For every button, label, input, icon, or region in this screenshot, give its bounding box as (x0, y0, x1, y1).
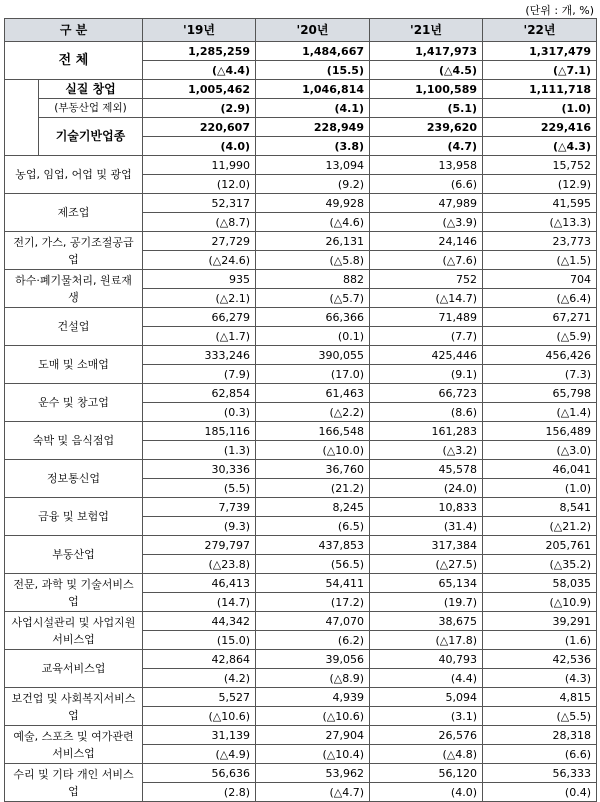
tech-rate: (4.7) (370, 137, 483, 156)
industry-value: 279,797 (143, 536, 256, 555)
industry-rate: (2.8) (143, 783, 256, 802)
industry-label: 제조업 (5, 194, 143, 232)
header-year: '20년 (256, 19, 370, 42)
industry-value: 333,246 (143, 346, 256, 365)
industry-value: 10,833 (370, 498, 483, 517)
industry-rate: (△3.0) (483, 441, 597, 460)
industry-label: 전문, 과학 및 기술서비스업 (5, 574, 143, 612)
industry-value: 23,773 (483, 232, 597, 251)
industry-value: 26,131 (256, 232, 370, 251)
actual-rate: (5.1) (370, 99, 483, 118)
industry-label: 건설업 (5, 308, 143, 346)
industry-value: 7,739 (143, 498, 256, 517)
actual-rate: (4.1) (256, 99, 370, 118)
industry-rate: (9.3) (143, 517, 256, 536)
actual-value: 1,046,814 (256, 80, 370, 99)
industry-row (5, 384, 597, 403)
industry-rate: (△4.7) (256, 783, 370, 802)
industry-rate: (9.1) (370, 365, 483, 384)
industry-label: 수리 및 기타 개인 서비스업 (5, 764, 143, 802)
actual-rate: (2.9) (143, 99, 256, 118)
industry-rate: (3.1) (370, 707, 483, 726)
industry-value: 205,761 (483, 536, 597, 555)
industry-value: 24,146 (370, 232, 483, 251)
actual-value: 1,005,462 (143, 80, 256, 99)
industry-label: 도매 및 소매업 (5, 346, 143, 384)
industry-rate: (△10.4) (256, 745, 370, 764)
industry-value: 935 (143, 270, 256, 289)
industry-rate: (△14.7) (370, 289, 483, 308)
industry-label: 숙박 및 음식점업 (5, 422, 143, 460)
industry-value: 8,245 (256, 498, 370, 517)
industry-rate: (12.9) (483, 175, 597, 194)
industry-value: 38,675 (370, 612, 483, 631)
tech-rate: (△4.3) (483, 137, 597, 156)
industry-rate: (21.2) (256, 479, 370, 498)
total-rate: (△7.1) (483, 61, 597, 80)
industry-value: 161,283 (370, 422, 483, 441)
industry-rate: (△5.9) (483, 327, 597, 346)
tech-value: 239,620 (370, 118, 483, 137)
industry-value: 437,853 (256, 536, 370, 555)
industry-row (5, 460, 597, 479)
industry-value: 56,333 (483, 764, 597, 783)
industry-value: 28,318 (483, 726, 597, 745)
industry-rate: (9.2) (256, 175, 370, 194)
industry-value: 39,056 (256, 650, 370, 669)
industry-rate: (1.6) (483, 631, 597, 650)
industry-row (5, 308, 597, 327)
actual-label: 실질 창업 (39, 80, 143, 99)
industry-value: 752 (370, 270, 483, 289)
industry-value: 47,989 (370, 194, 483, 213)
industry-value: 66,366 (256, 308, 370, 327)
industry-rate: (△1.7) (143, 327, 256, 346)
industry-row (5, 232, 597, 251)
industry-value: 46,413 (143, 574, 256, 593)
industry-row (5, 574, 597, 593)
industry-rate: (△4.9) (143, 745, 256, 764)
industry-rate: (△13.3) (483, 213, 597, 232)
industry-value: 61,463 (256, 384, 370, 403)
industry-value: 42,536 (483, 650, 597, 669)
industry-rate: (56.5) (256, 555, 370, 574)
industry-rate: (△4.6) (256, 213, 370, 232)
industry-label: 전기, 가스, 공기조절공급업 (5, 232, 143, 270)
tech-rate: (4.0) (143, 137, 256, 156)
industry-value: 390,055 (256, 346, 370, 365)
industry-value: 65,798 (483, 384, 597, 403)
industry-rate: (△3.2) (370, 441, 483, 460)
industry-value: 15,752 (483, 156, 597, 175)
industry-rate: (△21.2) (483, 517, 597, 536)
industry-value: 425,446 (370, 346, 483, 365)
industry-rate: (△24.6) (143, 251, 256, 270)
industry-rate: (1.0) (483, 479, 597, 498)
industry-row (5, 688, 597, 707)
industry-row (5, 270, 597, 289)
industry-value: 40,793 (370, 650, 483, 669)
industry-value: 30,336 (143, 460, 256, 479)
actual-sub-label: (부동산업 제외) (39, 99, 143, 118)
industry-rate: (△8.9) (256, 669, 370, 688)
industry-rate: (0.3) (143, 403, 256, 422)
industry-rate: (△10.6) (256, 707, 370, 726)
industry-label: 교육서비스업 (5, 650, 143, 688)
industry-rate: (17.2) (256, 593, 370, 612)
industry-rate: (△8.7) (143, 213, 256, 232)
industry-value: 8,541 (483, 498, 597, 517)
total-rate: (△4.5) (370, 61, 483, 80)
industry-value: 71,489 (370, 308, 483, 327)
header-row (5, 19, 597, 42)
industry-label: 하수·폐기물처리, 원료재생 (5, 270, 143, 308)
industry-value: 53,962 (256, 764, 370, 783)
industry-rate: (4.0) (370, 783, 483, 802)
industry-row (5, 536, 597, 555)
industry-label: 금융 및 보험업 (5, 498, 143, 536)
header-year: '21년 (370, 19, 483, 42)
header-category: 구 분 (5, 19, 143, 42)
industry-rate: (△1.5) (483, 251, 597, 270)
industry-value: 13,094 (256, 156, 370, 175)
industry-value: 39,291 (483, 612, 597, 631)
industry-label: 사업시설관리 및 사업지원서비스업 (5, 612, 143, 650)
industry-value: 67,271 (483, 308, 597, 327)
total-value: 1,417,973 (370, 42, 483, 61)
industry-rate: (4.3) (483, 669, 597, 688)
industry-value: 156,489 (483, 422, 597, 441)
industry-rate: (6.6) (483, 745, 597, 764)
industry-value: 185,116 (143, 422, 256, 441)
industry-label: 예술, 스포츠 및 여가관련서비스업 (5, 726, 143, 764)
header-year: '22년 (483, 19, 597, 42)
industry-rate: (△6.4) (483, 289, 597, 308)
industry-rate: (7.3) (483, 365, 597, 384)
industry-label: 부동산업 (5, 536, 143, 574)
total-label: 전 체 (5, 42, 143, 80)
industry-value: 45,578 (370, 460, 483, 479)
industry-rate: (6.2) (256, 631, 370, 650)
industry-row (5, 156, 597, 175)
industry-rate: (△2.1) (143, 289, 256, 308)
industry-row (5, 422, 597, 441)
total-value: 1,285,259 (143, 42, 256, 61)
industry-value: 62,854 (143, 384, 256, 403)
industry-value: 54,411 (256, 574, 370, 593)
industry-rate: (△5.5) (483, 707, 597, 726)
industry-rate: (△5.7) (256, 289, 370, 308)
industry-value: 44,342 (143, 612, 256, 631)
industry-value: 317,384 (370, 536, 483, 555)
industry-value: 704 (483, 270, 597, 289)
total-rate: (15.5) (256, 61, 370, 80)
industry-value: 47,070 (256, 612, 370, 631)
total-value: 1,317,479 (483, 42, 597, 61)
industry-value: 65,134 (370, 574, 483, 593)
industry-rate: (17.0) (256, 365, 370, 384)
industry-value: 52,317 (143, 194, 256, 213)
industry-rate: (△7.6) (370, 251, 483, 270)
startup-statistics-table (4, 18, 597, 802)
industry-value: 13,958 (370, 156, 483, 175)
tech-rate: (3.8) (256, 137, 370, 156)
industry-value: 4,939 (256, 688, 370, 707)
industry-value: 56,120 (370, 764, 483, 783)
actual-rate: (1.0) (483, 99, 597, 118)
tech-row (5, 118, 597, 137)
industry-value: 66,723 (370, 384, 483, 403)
industry-rate: (12.0) (143, 175, 256, 194)
industry-rate: (△23.8) (143, 555, 256, 574)
industry-row (5, 194, 597, 213)
industry-label: 정보통신업 (5, 460, 143, 498)
actual-value: 1,111,718 (483, 80, 597, 99)
industry-rate: (0.1) (256, 327, 370, 346)
total-row (5, 42, 597, 61)
tech-value: 229,416 (483, 118, 597, 137)
industry-rate: (4.4) (370, 669, 483, 688)
actual-value: 1,100,589 (370, 80, 483, 99)
industry-value: 46,041 (483, 460, 597, 479)
industry-value: 5,527 (143, 688, 256, 707)
industry-rate: (△17.8) (370, 631, 483, 650)
industry-row (5, 726, 597, 745)
industry-rate: (△10.0) (256, 441, 370, 460)
industry-label: 보건업 및 사회복지서비스업 (5, 688, 143, 726)
industry-value: 5,094 (370, 688, 483, 707)
industry-rate: (△3.9) (370, 213, 483, 232)
industry-row (5, 612, 597, 631)
industry-row (5, 650, 597, 669)
industry-rate: (1.3) (143, 441, 256, 460)
industry-row (5, 764, 597, 783)
industry-value: 26,576 (370, 726, 483, 745)
industry-value: 27,729 (143, 232, 256, 251)
industry-value: 4,815 (483, 688, 597, 707)
industry-value: 456,426 (483, 346, 597, 365)
tech-label: 기술기반업종 (39, 118, 143, 156)
industry-value: 27,904 (256, 726, 370, 745)
industry-value: 166,548 (256, 422, 370, 441)
industry-value: 31,139 (143, 726, 256, 745)
tech-value: 228,949 (256, 118, 370, 137)
industry-value: 41,595 (483, 194, 597, 213)
industry-rate: (△2.2) (256, 403, 370, 422)
industry-rate: (6.5) (256, 517, 370, 536)
industry-rate: (6.6) (370, 175, 483, 194)
industry-rate: (5.5) (143, 479, 256, 498)
industry-row (5, 498, 597, 517)
actual-rate-row (5, 99, 597, 118)
tech-value: 220,607 (143, 118, 256, 137)
industry-label: 농업, 임업, 어업 및 광업 (5, 156, 143, 194)
industry-rate: (31.4) (370, 517, 483, 536)
industry-rate: (4.2) (143, 669, 256, 688)
industry-rate: (△1.4) (483, 403, 597, 422)
industry-rate: (14.7) (143, 593, 256, 612)
industry-row (5, 346, 597, 365)
industry-rate: (19.7) (370, 593, 483, 612)
unit-label: (단위 : 개, %) (525, 4, 594, 17)
industry-rate: (7.9) (143, 365, 256, 384)
industry-rate: (△5.8) (256, 251, 370, 270)
industry-value: 66,279 (143, 308, 256, 327)
actual-row (5, 80, 597, 99)
industry-rate: (7.7) (370, 327, 483, 346)
header-year: '19년 (143, 19, 256, 42)
industry-rate: (24.0) (370, 479, 483, 498)
industry-rate: (8.6) (370, 403, 483, 422)
industry-rate: (△10.6) (143, 707, 256, 726)
indent-spacer (5, 80, 39, 156)
industry-rate: (△35.2) (483, 555, 597, 574)
industry-value: 882 (256, 270, 370, 289)
total-value: 1,484,667 (256, 42, 370, 61)
industry-rate: (15.0) (143, 631, 256, 650)
industry-label: 운수 및 창고업 (5, 384, 143, 422)
industry-rate: (△4.8) (370, 745, 483, 764)
industry-rate: (0.4) (483, 783, 597, 802)
industry-rate: (△10.9) (483, 593, 597, 612)
industry-value: 56,636 (143, 764, 256, 783)
industry-value: 11,990 (143, 156, 256, 175)
total-rate: (△4.4) (143, 61, 256, 80)
industry-value: 58,035 (483, 574, 597, 593)
industry-value: 36,760 (256, 460, 370, 479)
industry-value: 42,864 (143, 650, 256, 669)
industry-rate: (△27.5) (370, 555, 483, 574)
industry-value: 49,928 (256, 194, 370, 213)
